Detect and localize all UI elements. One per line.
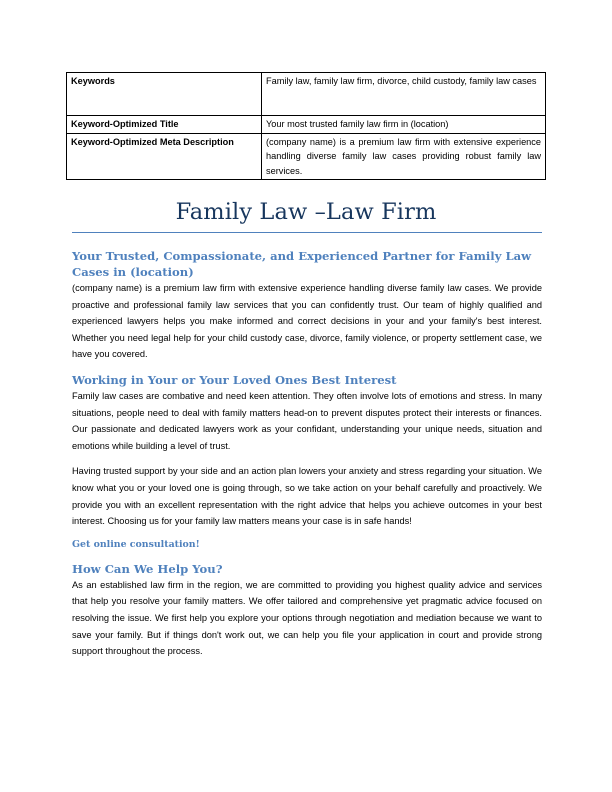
section-paragraph: Family law cases are combative and need keen attention. They often involve lots of emotions and stress. In many situations, people need to deal with family matters head-on to prevent disputes protect their interests or finances. Our passionate and dedicated lawyers work as your confidant, understanding your unique needs, situation and emotions while building a level of trust. — [72, 390, 542, 451]
section-paragraph: As an established law firm in the region, we are committed to providing you highest quality advice and services that help you resolve your family matters. We offer tailored and comprehensive yet pragmatic advice focused on resolving the issue. We first help you explore your options through negotiation and mediation because we want to save your family. But if things don't work out, we can help you file your application in court and provide strong support throughout the process. — [72, 579, 542, 657]
optimized-title-label: Keyword-Optimized Title — [67, 116, 262, 134]
document-body — [72, 248, 542, 660]
page-title: Family Law –Law Firm — [175, 199, 437, 225]
table-row-keywords — [67, 73, 546, 116]
keywords-value: Family law, family law firm, divorce, child custody, family law cases — [262, 73, 546, 116]
section-paragraph: Having trusted support by your side and an action plan lowers your anxiety and stress regarding your situation. We know what you or your loved one is going through, so we take action on your behalf carefully and proactively. We provide you with an excellent representation with the right advice that helps you achieve outcomes in your best interest. Choosing us for your family law matters means your case is in safe hands! — [72, 466, 542, 527]
optimized-title-value: Your most trusted family law firm in (location) — [262, 116, 546, 134]
section-paragraph: (company name) is a premium law firm with extensive experience handling diverse family law cases. We provide proactive and professional family law services that you can confidently trust. Our team of highly qualified and experienced lawyers helps you make informed and correct decisions in your and your family's best interest. Whether you need legal help for your child custody case, divorce, family violence, or property settlement case, we have you covered. — [72, 283, 542, 360]
title-divider — [72, 232, 542, 233]
section-heading-best-interest: Working in Your or Your Loved Ones Best Interest — [72, 372, 397, 387]
seo-meta-table — [66, 72, 546, 180]
consultation-cta: Get online consultation! — [72, 538, 200, 550]
table-row-meta-description — [67, 133, 546, 180]
meta-description-label: Keyword-Optimized Meta Description — [67, 133, 262, 180]
section-heading-how-can-we-help: How Can We Help You? — [72, 561, 223, 576]
keywords-label: Keywords — [67, 73, 262, 116]
meta-description-value: (company name) is a premium law firm with extensive experience handling diverse family law cases providing robust family law services. — [262, 133, 546, 180]
section-heading-trusted-partner: Your Trusted, Compassionate, and Experienced Partner for Family Law Cases in (location) — [72, 249, 532, 279]
table-row-title — [67, 116, 546, 134]
